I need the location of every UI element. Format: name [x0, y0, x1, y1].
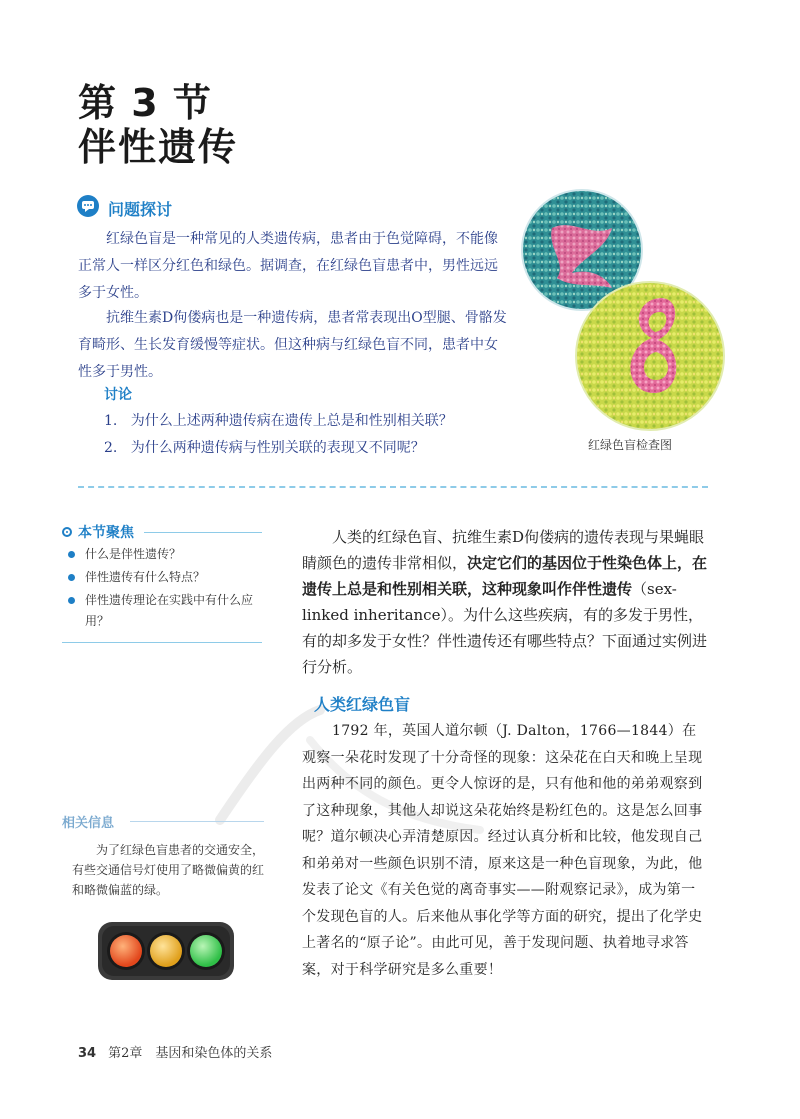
intro-paragraph — [302, 524, 708, 680]
question-1-text: 为什么上述两种遗传病在遗传上总是和性别相关联？ — [130, 413, 453, 429]
focus-title: 本节聚焦 — [78, 525, 134, 541]
section-title: 伴性遗传 — [78, 125, 239, 169]
intro-text-part2: （sex-linked inheritance）。为什么这些疾病，有的多发于男性，有的却多发于女性？伴性遗传还有哪些特点？下面通过实例进行分析。 — [302, 580, 708, 676]
discussion-heading: 问题探讨 — [108, 200, 173, 219]
question-2-number: 2. — [104, 440, 118, 456]
focus-item — [62, 567, 262, 588]
colorblind-heading: 人类红绿色盲 — [314, 695, 411, 714]
bullet-icon — [68, 597, 75, 604]
question-1 — [104, 410, 453, 430]
focus-item-text: 伴性遗传理论在实践中有什么应用？ — [85, 593, 254, 628]
bullet-icon — [68, 551, 75, 558]
focus-item — [62, 544, 262, 565]
section-divider — [78, 486, 708, 488]
discussion-label: 讨论 — [104, 387, 132, 403]
chapter-title: 第2章 基因和染色体的关系 — [108, 1046, 273, 1061]
page-footer — [78, 1042, 272, 1061]
section-focus-box — [62, 522, 262, 643]
color-blindness-test-plates — [512, 188, 732, 438]
focus-item-text: 什么是伴性遗传？ — [85, 547, 182, 561]
focus-item-text: 伴性遗传有什么特点？ — [85, 570, 206, 584]
page-number: 34 — [78, 1046, 97, 1061]
figure-caption: 红绿色盲检查图 — [588, 438, 673, 452]
question-2-text: 为什么两种遗传病与性别关联的表现又不同呢？ — [130, 440, 425, 456]
question-1-number: 1. — [104, 413, 118, 429]
section-number: 第 3 节 — [78, 81, 212, 125]
related-info-label: 相关信息 — [62, 816, 115, 831]
related-info-text: 为了红绿色盲患者的交通安全，有些交通信号灯使用了略微偏黄的红和略微偏蓝的绿。 — [72, 843, 265, 897]
related-info-rule — [130, 821, 264, 822]
bullet-icon — [68, 574, 75, 581]
focus-title-rule — [144, 532, 262, 533]
chat-bubble-icon — [76, 194, 100, 218]
intro-text-part1: 人类的红绿色盲、抗维生素D佝偻病的遗传表现与果蝇眼睛颜色的遗传非常相似， — [302, 528, 705, 572]
target-circle-icon — [62, 527, 72, 537]
focus-item — [62, 590, 262, 632]
focus-bottom-rule — [62, 642, 262, 643]
dalton-paragraph: 1792 年，英国人道尔顿（J. Dalton，1766—1844）在观察一朵花时发现了十分奇怪的现象：这朵花在白天和晚上呈现出两种不同的颜色。更令人惊讶的是，只有他和他的弟弟观察到了这种现象，其他人却说这朵花始终是粉红色的。这是怎么回事呢？道尔顿决心弄清楚原因。经过认真分析和比较，他发现自己和弟弟对一些颜色识别不清，原来这是一种色盲现象，为此，他发表了论文《有关色觉的离奇事实——附观察记录》，成为第一个发现色盲的人。后来他从事化学等方面的研究，提出了化学史上著名的“原子论”。由此可见，善于发现问题、执着地寻求答案，对于科学研究是多么重要！ — [302, 723, 703, 978]
discussion-paragraph-2: 抗维生素D佝偻病也是一种遗传病，患者常表现出O型腿、骨骼发育畸形、生长发育缓慢等症状。但这种病与红绿色盲不同，患者中女性多于男性。 — [78, 310, 507, 380]
discussion-paragraph-1: 红绿色盲是一种常见的人类遗传病，患者由于色觉障碍，不能像正常人一样区分红色和绿色。据调查，在红绿色盲患者中，男性远远多于女性。 — [78, 231, 498, 301]
intro-definition-bold: 决定它们的基因位于性染色体上，在遗传上总是和性别相关联，这种现象叫作伴性遗传 — [302, 554, 708, 598]
traffic-light-image — [96, 918, 236, 984]
question-2 — [104, 437, 425, 457]
